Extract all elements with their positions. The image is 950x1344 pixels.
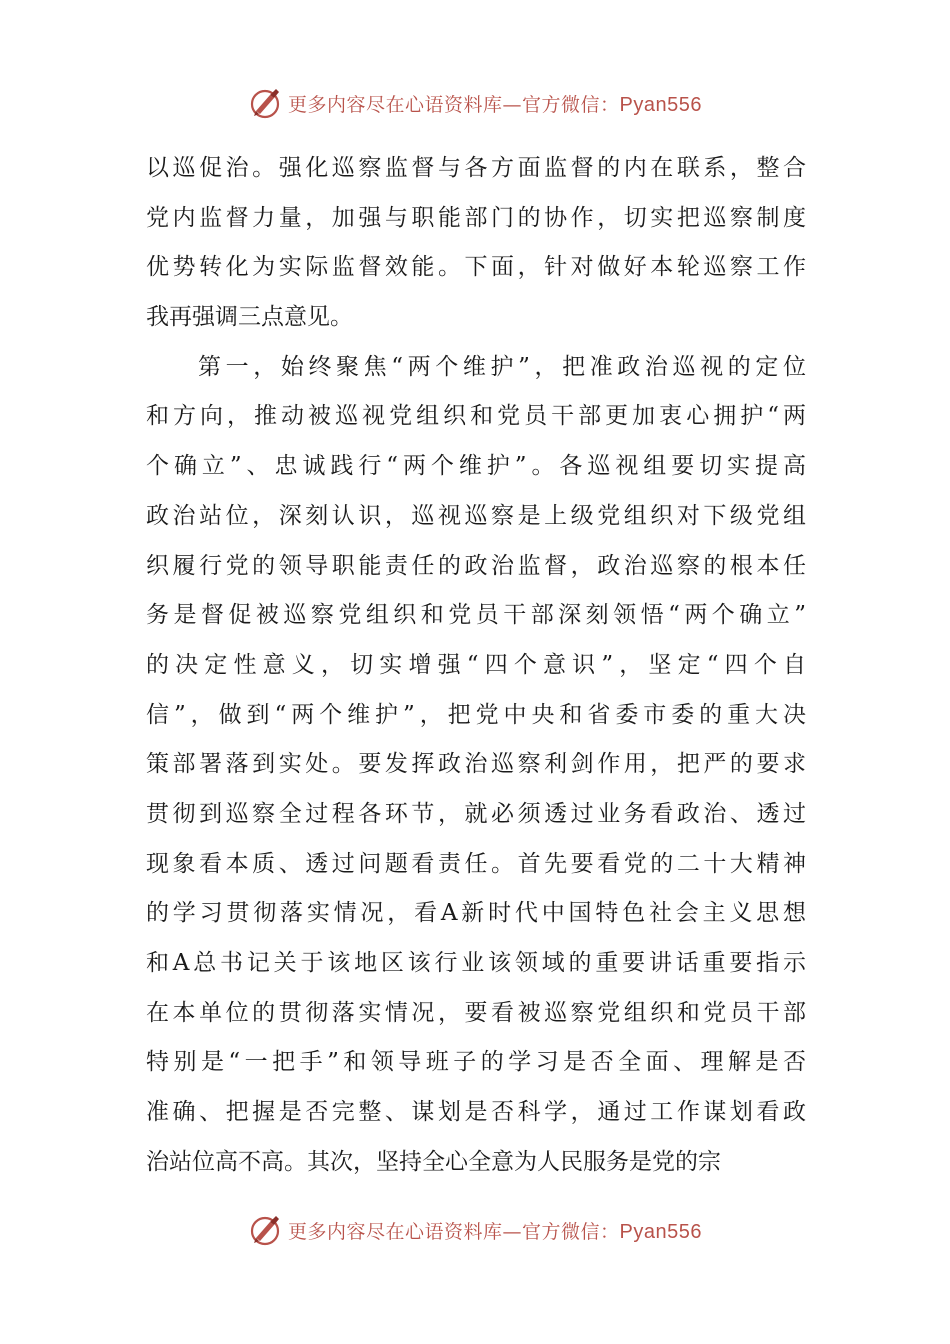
watermark-wechat-id: Pyan556 [619,1220,702,1243]
watermark-label: 更多内容尽在心语资料库—官方微信： [288,93,620,116]
text-line: 的决定性意义，切实增强“四个意识”，坚定“四个自 [146,651,806,678]
text-line: 特别是“一把手”和领导班子的学习是否全面、理解是否 [146,1049,806,1076]
watermark-text [288,90,702,117]
text-line: 政治站位，深刻认识，巡视巡察是上级党组织对下级党组 [146,502,806,529]
text-line: 第一，始终聚焦“两个维护”，把准政治巡视的定位 [198,353,806,380]
header-watermark [0,83,950,123]
text-line: 以巡促治。强化巡察监督与各方面监督的内在联系，整合 [146,155,806,181]
text-line: 的学习贯彻落实情况，看A新时代中国特色社会主义思想 [146,900,806,927]
text-line: 个确立”、忠诚践行“两个维护”。各巡视组要切实提高 [146,453,806,480]
text-line: 和A总书记关于该地区该行业该领域的重要讲话重要指示 [146,950,806,976]
text-line: 治站位高不高。其次，坚持全心全意为人民服务是党的宗 [146,1148,721,1175]
text-line: 现象看本质、透过问题看责任。首先要看党的二十大精神 [146,850,806,877]
text-line: 织履行党的领导职能责任的政治监督，政治巡察的根本任 [146,552,806,579]
watermark-wechat-id: Pyan556 [619,93,702,116]
pen-logo-icon [248,1212,284,1248]
text-line: 准确、把握是否完整、谋划是否科学，通过工作谋划看政 [146,1099,806,1126]
watermark-text [288,1217,702,1244]
text-line: 策部署落到实处。要发挥政治巡察利剑作用，把严的要求 [146,751,806,778]
text-line: 我再强调三点意见。 [146,304,353,331]
paragraph [146,343,806,1188]
text-line: 党内监督力量，加强与职能部门的协作，切实把巡察制度 [146,204,806,231]
document-body [146,144,806,1187]
text-line: 在本单位的贯彻落实情况，要看被巡察党组织和党员干部 [146,999,806,1026]
paragraph [146,144,806,343]
text-line: 务是督促被巡察党组织和党员干部深刻领悟“两个确立” [146,602,806,629]
text-line: 信”，做到“两个维护”，把党中央和省委市委的重大决 [146,701,806,728]
text-line: 贯彻到巡察全过程各环节，就必须透过业务看政治、透过 [146,800,806,827]
watermark-label: 更多内容尽在心语资料库—官方微信： [288,1220,620,1243]
footer-watermark [0,1210,950,1250]
text-line: 优势转化为实际监督效能。下面，针对做好本轮巡察工作 [146,254,806,281]
text-line: 和方向，推动被巡视党组织和党员干部更加衷心拥护“两 [146,403,806,430]
pen-logo-icon [248,85,284,121]
